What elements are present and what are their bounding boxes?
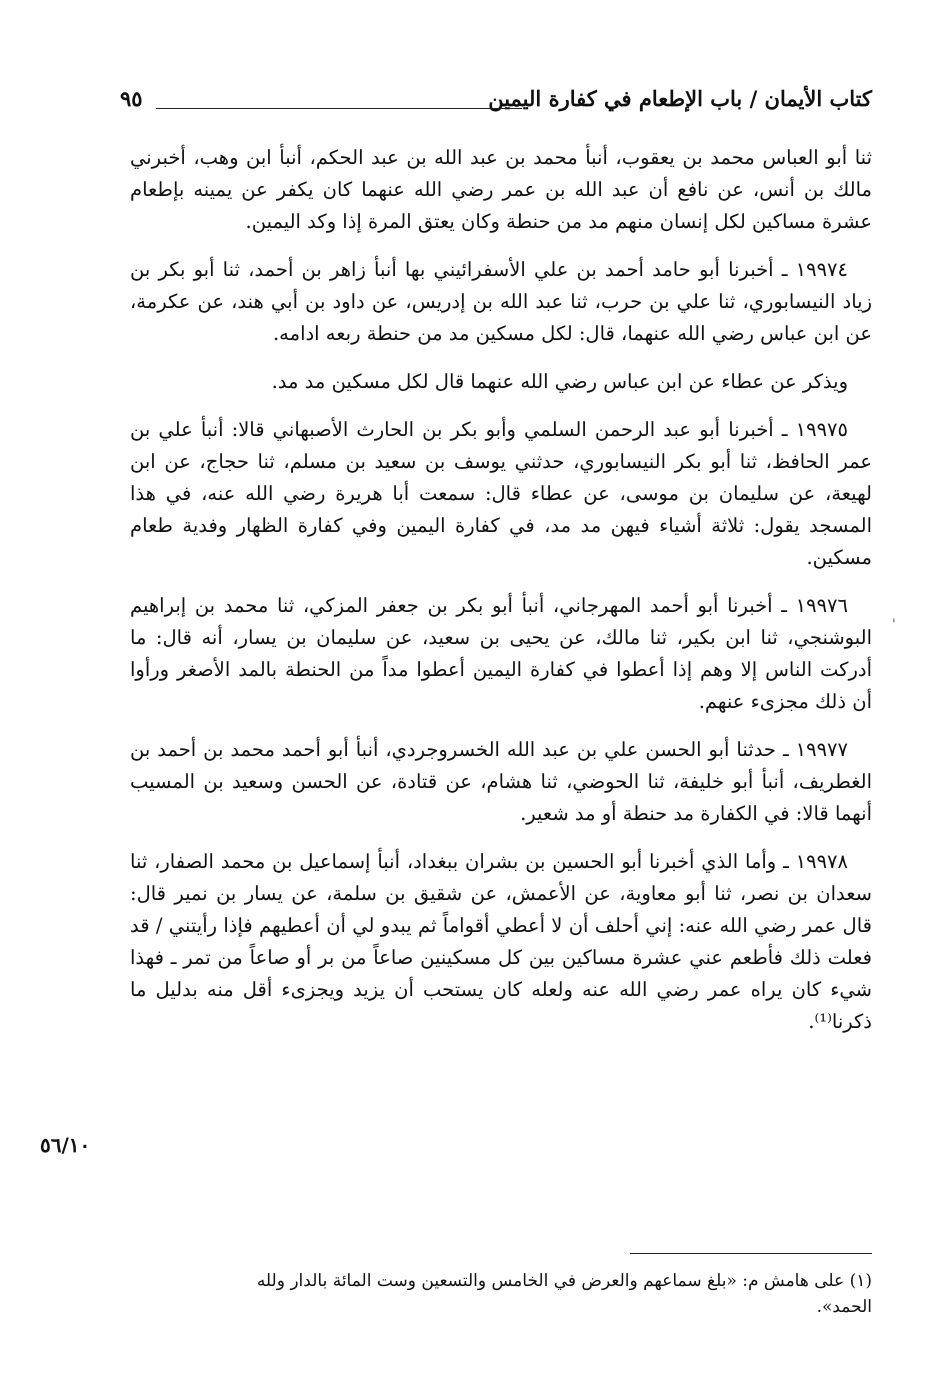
footnote: (١) على هامش م: «بلغ سماعهم والعرض في الخامس والتسعين وست المائة بالدار ولله الحمد». <box>256 1271 872 1317</box>
paragraph-hadith-19974: ١٩٩٧٤ ـ أخبرنا أبو حامد أحمد بن علي الأسفرائيني بها أنبأ زاهر بن أحمد، ثنا أبو بكر بن زياد النيسابوري، ثنا علي بن حرب، ثنا عبد الله بن إدريس، عن داود بن أبي هند، عن عكرمة، عن ابن عباس رضي الله عنهما، قال: لكل مسكين مد من حنطة ربعه ادامه. <box>130 258 872 345</box>
paragraph-hadith-19975: ١٩٩٧٥ ـ أخبرنا أبو عبد الرحمن السلمي وأبو بكر بن الحارث الأصبهاني قالا: أنبأ علي بن عمر الحافظ، ثنا أبو بكر النيسابوري، حدثني يوسف بن سعيد بن مسلم، ثنا حجاج، عن ابن لهيعة، عن سليمان بن موسى، عن عطاء قال: سمعت أبا هريرة رضي الله عنه، في هذا المسجد يقول: ثلاثة أشياء فيهن مد مد، في كفارة اليمين وفي كفارة الظهار وفدية طعام مسكين. <box>130 418 872 569</box>
paragraph: ثنا أبو العباس محمد بن يعقوب، أنبأ محمد بن عبد الله بن عبد الحكم، أنبأ ابن وهب، أخبرني مالك بن أنس، عن نافع أن عبد الله بن عمر رضي الله عنهما كان يكفر عن يمينه بإطعام عشرة مساكين لكل إنسان منهم مد من حنطة وكان يعتق المرة إذا وكد اليمين. <box>130 146 872 233</box>
margin-mark: ' <box>892 617 896 633</box>
page-number: ٩٥ <box>120 86 143 111</box>
page-header <box>120 86 872 122</box>
paragraph-hadith-19978: ١٩٩٧٨ ـ وأما الذي أخبرنا أبو الحسين بن بشران ببغداد، أنبأ إسماعيل بن محمد الصفار، ثنا سعدان بن نصر، ثنا أبو معاوية، عن الأعمش، عن شقيق بن سلمة، عن يسار بن نمير قال: قال عمر رضي الله عنه: إني أحلف أن لا أعطي أقواماً ثم يبدو لي أن أعطيهم فإذا رأيتني / قد فعلت ذلك فأطعم عني عشرة مساكين بين كل مسكينين صاعاً من بر أو صاعاً من تمر ـ فهذا شيء كان يراه عمر رضي الله عنه ولعله كان يستحب أن يزيد ويجزىء أقل منه بدليل ما ذكرنا⁽¹⁾. <box>130 850 872 1033</box>
footnote-rule <box>630 1253 872 1254</box>
header-rule <box>156 108 522 109</box>
paragraph-hadith-19976: ١٩٩٧٦ ـ أخبرنا أبو أحمد المهرجاني، أنبأ أبو بكر بن جعفر المزكي، ثنا محمد بن إبراهيم البوشنجي، ثنا ابن بكير، ثنا مالك، عن يحيى بن سعيد، عن سليمان بن يسار، أنه قال: ما أدركت الناس إلا وهم إذا أعطوا في كفارة اليمين أعطوا مداً من الحنطة بالمد الأصغر ورأوا أن ذلك مجزىء عنهم. <box>130 594 872 713</box>
running-title: كتاب الأيمان / باب الإطعام في كفارة اليمين <box>488 86 872 111</box>
manuscript-folio-note: ٥٦/١٠ <box>40 1133 91 1157</box>
main-text <box>130 142 872 1054</box>
paragraph-hadith-19977: ١٩٩٧٧ ـ حدثنا أبو الحسن علي بن عبد الله الخسروجردي، أنبأ أبو أحمد محمد بن أحمد بن الغطريف، أنبأ أبو خليفة، ثنا الحوضي، ثنا هشام، عن قتادة، عن الحسن وسعيد بن المسيب أنهما قالا: في الكفارة مد حنطة أو مد شعير. <box>130 738 872 825</box>
paragraph: ويذكر عن عطاء عن ابن عباس رضي الله عنهما قال لكل مسكين مد مد. <box>271 370 848 393</box>
